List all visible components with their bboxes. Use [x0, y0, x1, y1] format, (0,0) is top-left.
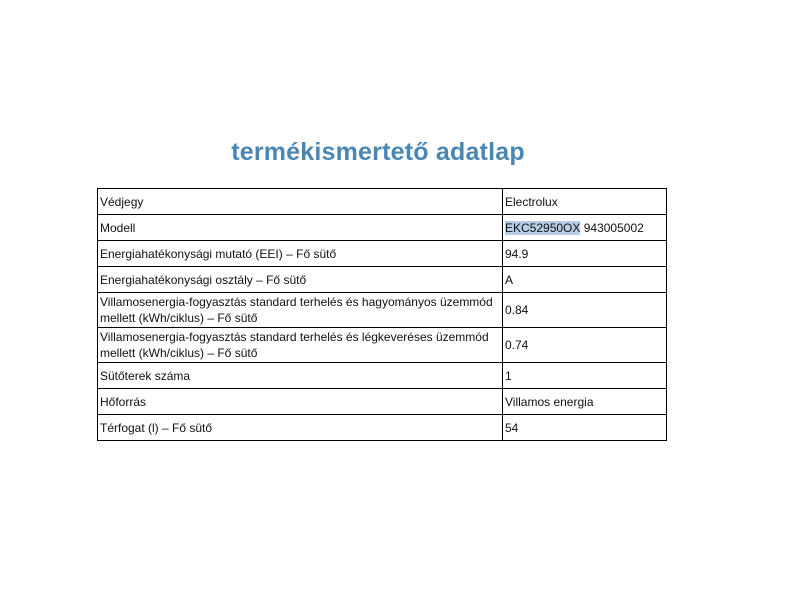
row-value: 0.74: [503, 328, 667, 363]
table-row: [98, 189, 667, 215]
row-label: Védjegy: [98, 189, 503, 215]
selected-model-text[interactable]: EKC52950OX: [505, 220, 581, 235]
model-number: 943005002: [580, 220, 644, 235]
row-value: 0.84: [503, 293, 667, 328]
table-row: [98, 267, 667, 293]
page-title: termékismertető adatlap: [231, 138, 525, 166]
row-label: Térfogat (l) – Fő sütő: [98, 415, 503, 441]
row-label: Energiahatékonysági osztály – Fő sütő: [98, 267, 503, 293]
row-label: Sütőterek száma: [98, 363, 503, 389]
row-label: Modell: [98, 215, 503, 241]
row-value: 1: [503, 363, 667, 389]
row-value: 94.9: [503, 241, 667, 267]
table-row: [98, 241, 667, 267]
row-label: Villamosenergia-fogyasztás standard terhelés és légkeveréses üzemmód mellett (kWh/ciklus) – Fő sütő: [98, 328, 503, 363]
row-value: Electrolux: [503, 189, 667, 215]
row-value: [503, 215, 667, 241]
row-value: A: [503, 267, 667, 293]
table-row: [98, 215, 667, 241]
table-row: [98, 363, 667, 389]
table-row: [98, 293, 667, 328]
row-label: Energiahatékonysági mutató (EEI) – Fő sütő: [98, 241, 503, 267]
row-label: Hőforrás: [98, 389, 503, 415]
table-row: [98, 328, 667, 363]
table-row: [98, 415, 667, 441]
row-value: 54: [503, 415, 667, 441]
product-data-table: [97, 188, 667, 441]
row-value: Villamos energia: [503, 389, 667, 415]
table-row: [98, 389, 667, 415]
row-label: Villamosenergia-fogyasztás standard terhelés és hagyományos üzemmód mellett (kWh/ciklus) – Fő sütő: [98, 293, 503, 328]
